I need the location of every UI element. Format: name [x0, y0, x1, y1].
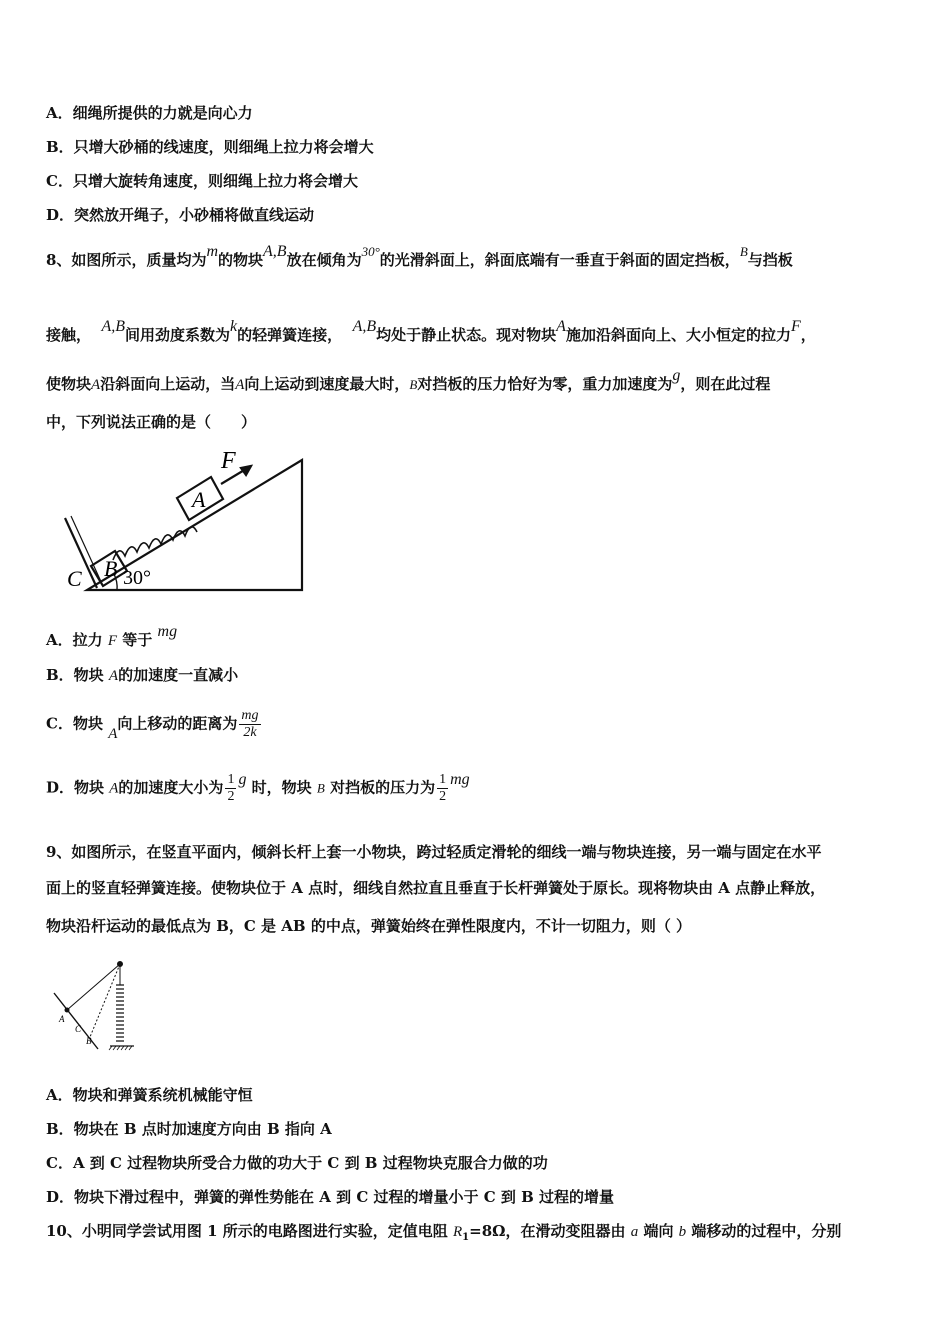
label-b: B	[86, 1036, 92, 1046]
q7-option-d: D．突然放开绳子，小砂桶将做直线运动	[46, 206, 315, 224]
fraction-half-mg: $\frac{1}{2}$	[439, 772, 447, 804]
label-a: A	[192, 487, 206, 512]
label-c: C	[75, 1024, 82, 1034]
incline-figure	[55, 450, 315, 600]
fraction-half-g: $\frac{1}{2}$	[227, 772, 235, 804]
q8-stem-line-1: 8、如图所示，质量均为m的物块A,B放在倾角为30°的光滑斜面上，斜面底端有一垂直于斜面的固定挡板，B与挡板	[46, 243, 793, 269]
q8-option-d: D．物块 A的加速度大小为 $\frac{1}{2}$ g 时，物块 B 对挡板的压力为 $\frac{1}{2}$ mg	[46, 770, 470, 804]
q8-stem-line-3: 使物块A沿斜面向上运动，当A向上运动到速度最大时，B对挡板的压力恰好为零，重力加速度为g，则在此过程	[46, 367, 771, 393]
fraction-mg-over-2k: $\frac{mg}{2k}$	[241, 708, 259, 740]
q7-option-a: A．细绳所提供的力就是向心力	[46, 104, 253, 122]
q7-option-b: B．只增大砂桶的线速度，则细绳上拉力将会增大	[46, 138, 374, 156]
q8-option-a: A．拉力 F 等于 mg	[46, 623, 178, 649]
string	[67, 964, 120, 1010]
q8-stem-line-4: 中，下列说法正确的是（ ）	[46, 413, 257, 431]
q9-option-c: C．A 到 C 过程物块所受合力做的功大于 C 到 B 过程物块克服合力做的功	[46, 1154, 548, 1172]
label-angle: 30°	[123, 567, 151, 589]
label-b: B	[104, 556, 118, 581]
q10-stem-line-1: 10、小明同学尝试用图 1 所示的电路图进行实验，定值电阻 $R_1=8\Omega$，在滑动变阻器由 a 端向 b 端移动的过程中，分别	[46, 1222, 842, 1243]
q9-stem-line-1: 9、如图所示，在竖直平面内，倾斜长杆上套一小物块，跨过轻质定滑轮的细线一端与物块连接，另一端与固定在水平	[46, 843, 822, 861]
string-dashed	[90, 964, 120, 1037]
q9-option-d: D．物块下滑过程中，弹簧的弹性势能在 A 到 C 过程的增量小于 C 到 B 过程的增量	[46, 1188, 614, 1206]
label-f: F	[221, 450, 236, 474]
label-c: C	[67, 566, 82, 591]
pulley-figure	[50, 955, 145, 1055]
label-a: A	[59, 1014, 65, 1024]
block	[65, 1008, 70, 1013]
q9-option-a: A．物块和弹簧系统机械能守恒	[46, 1086, 253, 1104]
q9-stem-line-3: 物块沿杆运动的最低点为 B，C 是 AB 的中点，弹簧始终在弹性限度内，不计一切阻力，则（ ）	[46, 917, 692, 935]
q8-stem-line-2: 接触， A,B间用劲度系数为k的轻弹簧连接， A,B均处于静止状态。现对物块A施加沿斜面向上、大小恒定的拉力F，	[46, 318, 816, 344]
q7-option-c: C．只增大旋转角速度，则细绳上拉力将会增大	[46, 172, 358, 190]
q8-option-b: B．物块 A的加速度一直减小	[46, 666, 239, 684]
spring-coil	[116, 985, 124, 1041]
q8-option-c: C．物块 A向上移动的距离为 $\frac{mg}{2k}$	[46, 708, 259, 742]
q9-stem-line-2: 面上的竖直轻弹簧连接。使物块位于 A 点时，细线自然拉直且垂直于长杆弹簧处于原长。现将物块由 A 点静止释放，	[46, 879, 826, 897]
incline-triangle	[87, 460, 302, 590]
q9-option-b: B．物块在 B 点时加速度方向由 B 指向 A	[46, 1120, 332, 1138]
